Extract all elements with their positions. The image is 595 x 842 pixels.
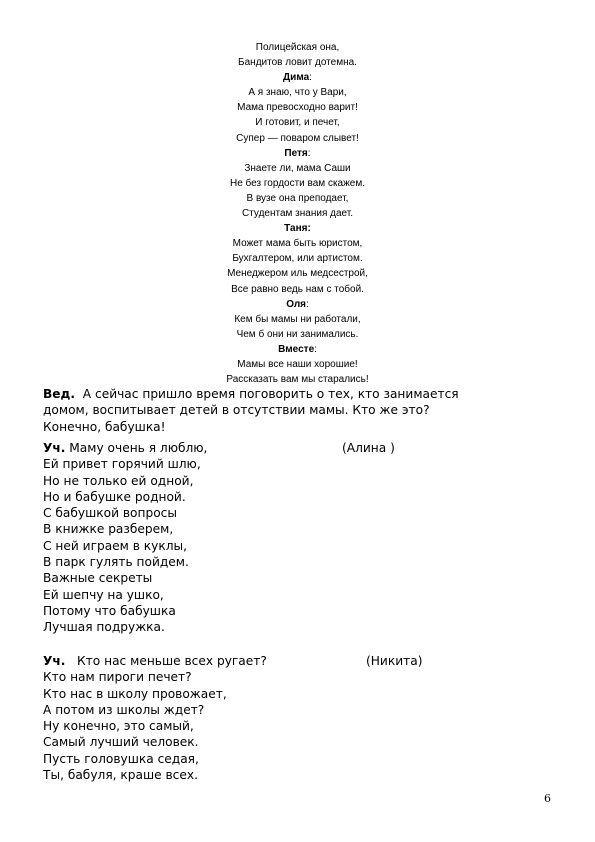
uch-nikita-line: Самый лучший человек.	[43, 735, 199, 750]
ved-label: Вед.	[43, 387, 76, 401]
uch-nikita-name: (Никита)	[366, 654, 423, 668]
uch-alina-line-1: Маму очень я люблю,	[65, 441, 208, 455]
speaker-colon: :	[306, 298, 309, 310]
ved-line-1: А сейчас пришло время поговорить о тех, кто занимается	[75, 387, 459, 401]
uch-nikita-line: Ты, бабуля, краше всех.	[43, 768, 198, 783]
speaker-name: Дима	[283, 72, 310, 84]
ved-paragraph	[43, 386, 555, 435]
uch-alina-line: Важные секреты	[43, 571, 153, 586]
poem-line: Не без гордости вам скажем.	[229, 177, 366, 189]
speaker-line	[0, 146, 595, 161]
ved-line-2: домом, воспитывает детей в отсутствии мамы. Кто же это?	[43, 403, 430, 418]
uch-alina-line: Но и бабушке родной.	[43, 489, 186, 504]
poem-line: Бандитов ловит дотемна.	[238, 57, 357, 69]
poem-line: Мама превосходно варит!	[237, 102, 358, 114]
page-number: 6	[544, 792, 551, 805]
uch-alina-line: С бабушкой вопросы	[43, 506, 177, 521]
speaker-line	[0, 221, 595, 236]
uch-nikita-lines	[43, 669, 555, 783]
ved-line-3: Конечно, бабушка!	[43, 419, 166, 434]
uch-alina-line: С ней играем в куклы,	[43, 538, 188, 553]
uch-alina-poem	[43, 440, 555, 636]
uch-nikita-line-1: Кто нас меньше всех ругает?	[65, 654, 267, 668]
uch-nikita-line: Ну конечно, это самый,	[43, 719, 194, 734]
poem-line: В вузе она преподает,	[246, 192, 349, 204]
poem-line: Бухгалтером, или артистом.	[232, 253, 363, 265]
uch-alina-line: Ей привет горячий шлю,	[43, 457, 201, 472]
centered-poem	[0, 40, 595, 387]
speaker-line	[0, 342, 595, 357]
poem-line: Чем б они ни занимались.	[236, 328, 359, 340]
uch-alina-lines	[43, 456, 555, 635]
uch-nikita-line: Кто нам пироги печет?	[43, 670, 192, 685]
uch-alina-line: Ей шепчу на ушко,	[43, 587, 164, 602]
poem-line: А я знаю, что у Вари,	[248, 87, 347, 99]
speaker-line	[0, 297, 595, 312]
uch-nikita-line: Кто нас в школу провожает,	[43, 686, 227, 701]
uch-nikita-line: А потом из школы ждет?	[43, 702, 205, 717]
uch-alina-line: В парк гулять пойдем.	[43, 555, 189, 570]
speaker-colon: :	[307, 147, 311, 159]
speaker-name: Оля	[286, 298, 307, 310]
uch-nikita-label: Уч.	[43, 654, 66, 668]
poem-line: Супер — поваром слывет!	[236, 132, 359, 144]
poem-line: И готовит, и печет,	[255, 117, 340, 129]
uch-alina-name: (Алина )	[342, 441, 395, 455]
speaker-name: Вместе	[278, 343, 315, 355]
speaker-name: Петя	[284, 147, 308, 159]
uch-alina-line: Но не только ей одной,	[43, 473, 194, 488]
uch-alina-label: Уч.	[43, 441, 66, 455]
speaker-colon: :	[314, 343, 317, 355]
poem-line: Рассказать вам мы старались!	[226, 374, 369, 386]
poem-line: Менеджером иль медсестрой,	[227, 268, 368, 280]
uch-nikita-line: Пусть головушка седая,	[43, 751, 199, 766]
poem-line: Может мама быть юристом,	[232, 238, 363, 250]
poem-line: Все равно ведь нам с тобой.	[231, 283, 364, 295]
uch-alina-line: Потому что бабушка	[43, 603, 176, 618]
uch-alina-line: В книжке разберем,	[43, 522, 174, 537]
speaker-colon: :	[309, 72, 312, 84]
speaker-name: Таня:	[284, 223, 311, 235]
poem-line: Полицейская она,	[255, 42, 340, 53]
poem-line: Знаете ли, мама Саши	[244, 162, 351, 174]
ved-first-line	[43, 386, 555, 402]
uch-nikita-poem	[43, 653, 555, 783]
poem-line: Мамы все наши хорошие!	[237, 358, 358, 370]
uch-alina-line: Лучшая подружка.	[43, 620, 165, 635]
poem-line: Кем бы мамы ни работали,	[234, 313, 361, 325]
uch-alina-first-line	[43, 440, 555, 456]
poem-line: Студентам знания дает.	[241, 208, 354, 220]
uch-nikita-first-line	[43, 653, 555, 669]
speaker-line	[0, 70, 595, 85]
